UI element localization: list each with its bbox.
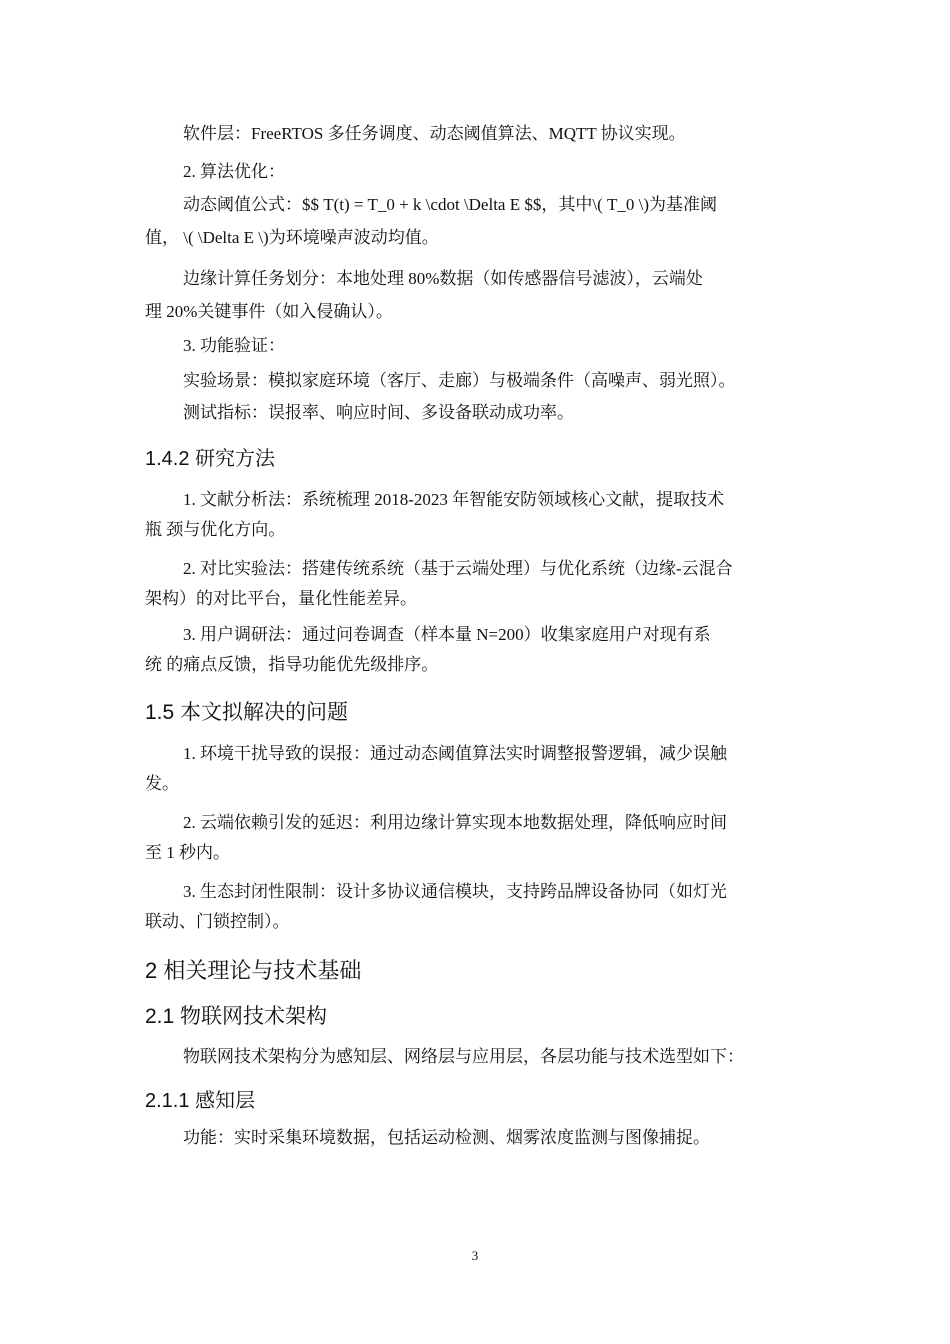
chapter-2-heading: 2 相关理论与技术基础 xyxy=(145,958,362,983)
problem-1-line-2: 发。 xyxy=(145,774,179,793)
method-3-line-1: 3. 用户调研法：通过问卷调查（样本量 N=200）收集家庭用户对现有系 xyxy=(183,625,711,644)
test-metrics-text: 测试指标：误报率、响应时间、多设备联动成功率。 xyxy=(183,403,574,422)
heading-2-1-1: 2.1.1 感知层 xyxy=(145,1090,256,1112)
software-layer-text: 软件层：FreeRTOS 多任务调度、动态阈值算法、MQTT 协议实现。 xyxy=(183,124,686,143)
problem-3-line-2: 联动、门锁控制）。 xyxy=(145,912,290,931)
experiment-scene-text: 实验场景：模拟家庭环境（客厅、走廊）与极端条件（高噪声、弱光照）。 xyxy=(183,371,736,390)
edge-computing-line-2: 理 20%关键事件（如入侵确认）。 xyxy=(145,302,393,321)
problem-2-line-2: 至 1 秒内。 xyxy=(145,843,230,862)
formula-line-1: 动态阈值公式：$$ T(t) = T_0 + k \cdot \Delta E $$，其中\( T_0 \)为基准阈 xyxy=(183,195,717,214)
method-3-line-2: 统 的痛点反馈，指导功能优先级排序。 xyxy=(145,655,439,674)
perception-layer-function: 功能：实时采集环境数据，包括运动检测、烟雾浓度监测与图像捕捉。 xyxy=(183,1128,710,1147)
iot-architecture-intro: 物联网技术架构分为感知层、网络层与应用层，各层功能与技术选型如下： xyxy=(183,1047,744,1066)
method-1-line-2: 瓶 颈与优化方向。 xyxy=(145,520,286,539)
page-number: 3 xyxy=(471,1248,479,1263)
problem-1-line-1: 1. 环境干扰导致的误报：通过动态阈值算法实时调整报警逻辑，减少误触 xyxy=(183,744,727,763)
problem-3-line-1: 3. 生态封闭性限制：设计多协议通信模块，支持跨品牌设备协同（如灯光 xyxy=(183,882,727,901)
formula-line-2: 值， \( \Delta E \)为环境噪声波动均值。 xyxy=(145,228,439,247)
method-2-line-1: 2. 对比实验法：搭建传统系统（基于云端处理）与优化系统（边缘-云混合 xyxy=(183,559,733,578)
method-2-line-2: 架构）的对比平台，量化性能差异。 xyxy=(145,589,417,608)
function-verification-title: 3. 功能验证： xyxy=(183,336,285,355)
method-1-line-1: 1. 文献分析法：系统梳理 2018-2023 年智能安防领域核心文献，提取技术 xyxy=(183,490,725,509)
problem-2-line-1: 2. 云端依赖引发的延迟：利用边缘计算实现本地数据处理，降低响应时间 xyxy=(183,813,727,832)
edge-computing-line-1: 边缘计算任务划分：本地处理 80%数据（如传感器信号滤波），云端处 xyxy=(183,269,703,288)
algorithm-optimization-title: 2. 算法优化： xyxy=(183,162,285,181)
heading-1-4-2: 1.4.2 研究方法 xyxy=(145,448,276,470)
heading-1-5: 1.5 本文拟解决的问题 xyxy=(145,701,349,724)
heading-2-1: 2.1 物联网技术架构 xyxy=(145,1005,328,1028)
